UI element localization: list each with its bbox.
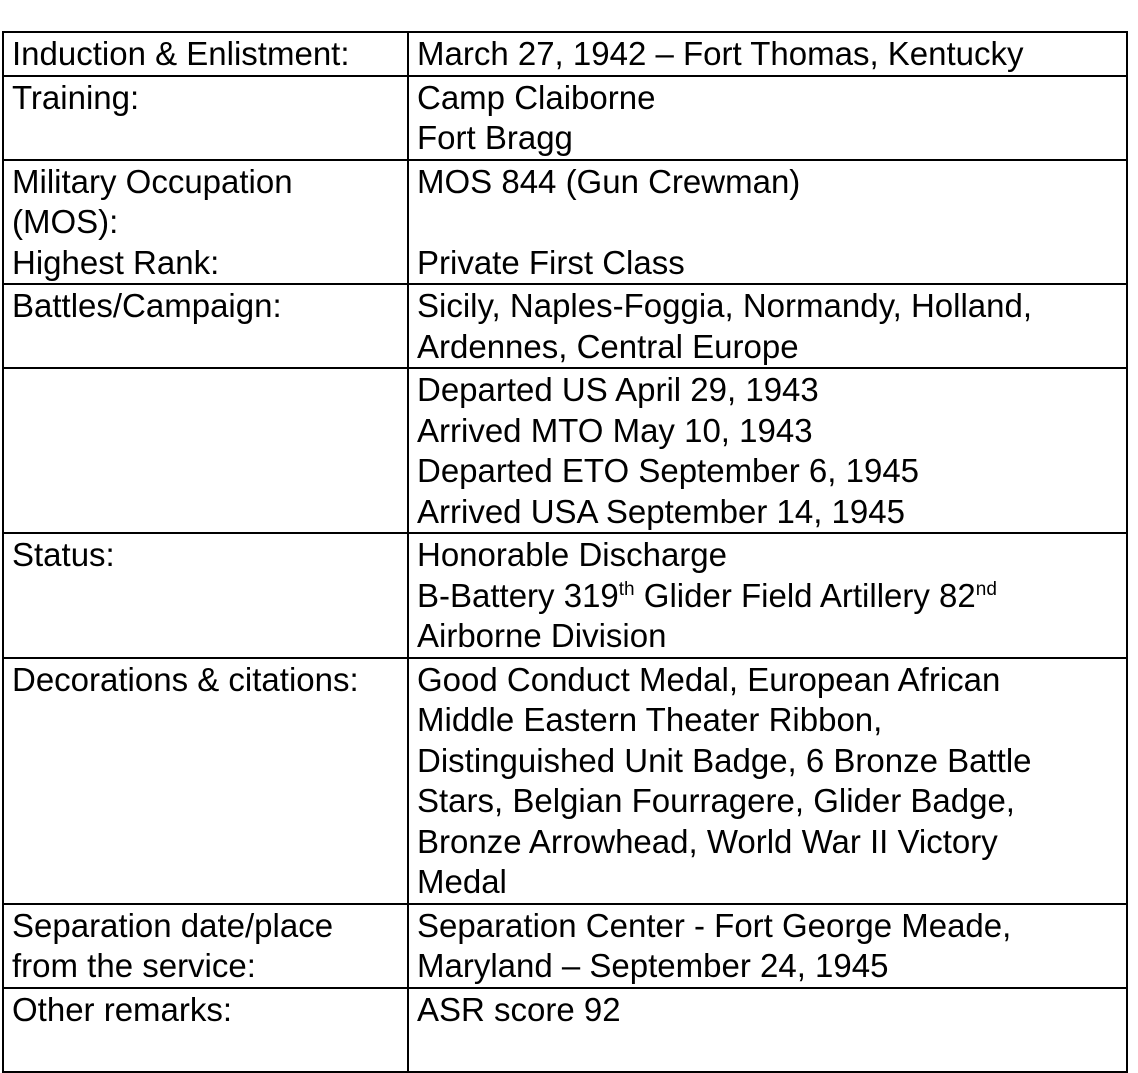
status-label-cell — [3, 533, 408, 658]
induction-value: March 27, 1942 – Fort Thomas, Kentucky — [417, 35, 1024, 72]
decorations-line-2: Middle Eastern Theater Ribbon, — [417, 701, 883, 738]
training-value-2: Fort Bragg — [417, 119, 573, 156]
travel-label-cell — [3, 368, 408, 533]
battles-label-cell — [3, 284, 408, 368]
service-record-table — [2, 31, 1128, 1073]
remarks-label-spacer — [12, 1030, 407, 1071]
remarks-value: ASR score 92 — [417, 990, 621, 1028]
row-travel — [3, 368, 1127, 533]
induction-label: Induction & Enlistment: — [12, 35, 350, 72]
row-induction — [3, 32, 1127, 76]
travel-departed-us: Departed US April 29, 1943 — [417, 371, 819, 408]
rank-value: Private First Class — [417, 243, 685, 281]
row-battles — [3, 284, 1127, 368]
travel-departed-eto: Departed ETO September 6, 1945 — [417, 452, 920, 489]
travel-value-cell — [408, 368, 1127, 533]
row-separation — [3, 904, 1127, 988]
status-label: Status: — [12, 536, 115, 573]
remarks-value-spacer — [417, 1030, 1126, 1071]
separation-value-line-2: Maryland – September 24, 1945 — [417, 947, 889, 984]
induction-value-cell — [408, 32, 1127, 76]
mos-label-line-2: (MOS): — [12, 203, 119, 240]
unit-line-2: Airborne Division — [417, 617, 667, 654]
training-label: Training: — [12, 78, 140, 116]
decorations-line-1: Good Conduct Medal, European African — [417, 660, 1001, 698]
decorations-value-cell — [408, 658, 1127, 904]
mos-rank-value-cell — [408, 160, 1127, 285]
status-value: Honorable Discharge — [417, 536, 728, 573]
training-value-1: Camp Claiborne — [417, 78, 656, 116]
decorations-line-6: Medal — [417, 863, 507, 900]
decorations-label-cell — [3, 658, 408, 904]
unit-sup-2: nd — [975, 578, 997, 600]
unit-sup-1: th — [618, 578, 635, 600]
mos-value: MOS 844 (Gun Crewman) — [417, 162, 801, 200]
separation-value-cell — [408, 904, 1127, 988]
mos-rank-label-cell — [3, 160, 408, 285]
decorations-line-3: Distinguished Unit Badge, 6 Bronze Battle — [417, 741, 1032, 779]
decorations-label: Decorations & citations: — [12, 660, 359, 698]
decorations-line-4: Stars, Belgian Fourragere, Glider Badge, — [417, 782, 1015, 819]
battles-value-cell — [408, 284, 1127, 368]
separation-label-line-1: Separation date/place — [12, 906, 334, 944]
decorations-line-5: Bronze Arrowhead, World War II Victory — [417, 822, 998, 860]
training-value-cell — [408, 76, 1127, 160]
battles-value-line-1: Sicily, Naples-Foggia, Normandy, Holland, — [417, 287, 1033, 324]
row-training — [3, 76, 1127, 160]
induction-label-cell — [3, 32, 408, 76]
row-decorations — [3, 658, 1127, 904]
battles-value-line-2: Ardennes, Central Europe — [417, 327, 799, 365]
unit-part-1: B-Battery 319 — [417, 576, 619, 614]
mos-label-line-1: Military Occupation — [12, 162, 293, 200]
rank-label: Highest Rank: — [12, 243, 220, 281]
travel-arrived-usa: Arrived USA September 14, 1945 — [417, 492, 905, 530]
separation-value-line-1: Separation Center - Fort George Meade, — [417, 906, 1012, 944]
travel-arrived-mto: Arrived MTO May 10, 1943 — [417, 411, 813, 449]
status-value-cell — [408, 533, 1127, 658]
remarks-label: Other remarks: — [12, 990, 233, 1028]
unit-line-1 — [417, 576, 1126, 617]
separation-label-line-2: from the service: — [12, 947, 256, 984]
training-label-cell — [3, 76, 408, 160]
mos-spacer — [417, 202, 1126, 243]
separation-label-cell — [3, 904, 408, 988]
remarks-value-cell — [408, 988, 1127, 1072]
battles-label: Battles/Campaign: — [12, 287, 282, 324]
row-mos-rank — [3, 160, 1127, 285]
row-remarks — [3, 988, 1127, 1072]
unit-part-2: Glider Field Artillery 82 — [634, 576, 976, 614]
remarks-label-cell — [3, 988, 408, 1072]
row-status — [3, 533, 1127, 658]
